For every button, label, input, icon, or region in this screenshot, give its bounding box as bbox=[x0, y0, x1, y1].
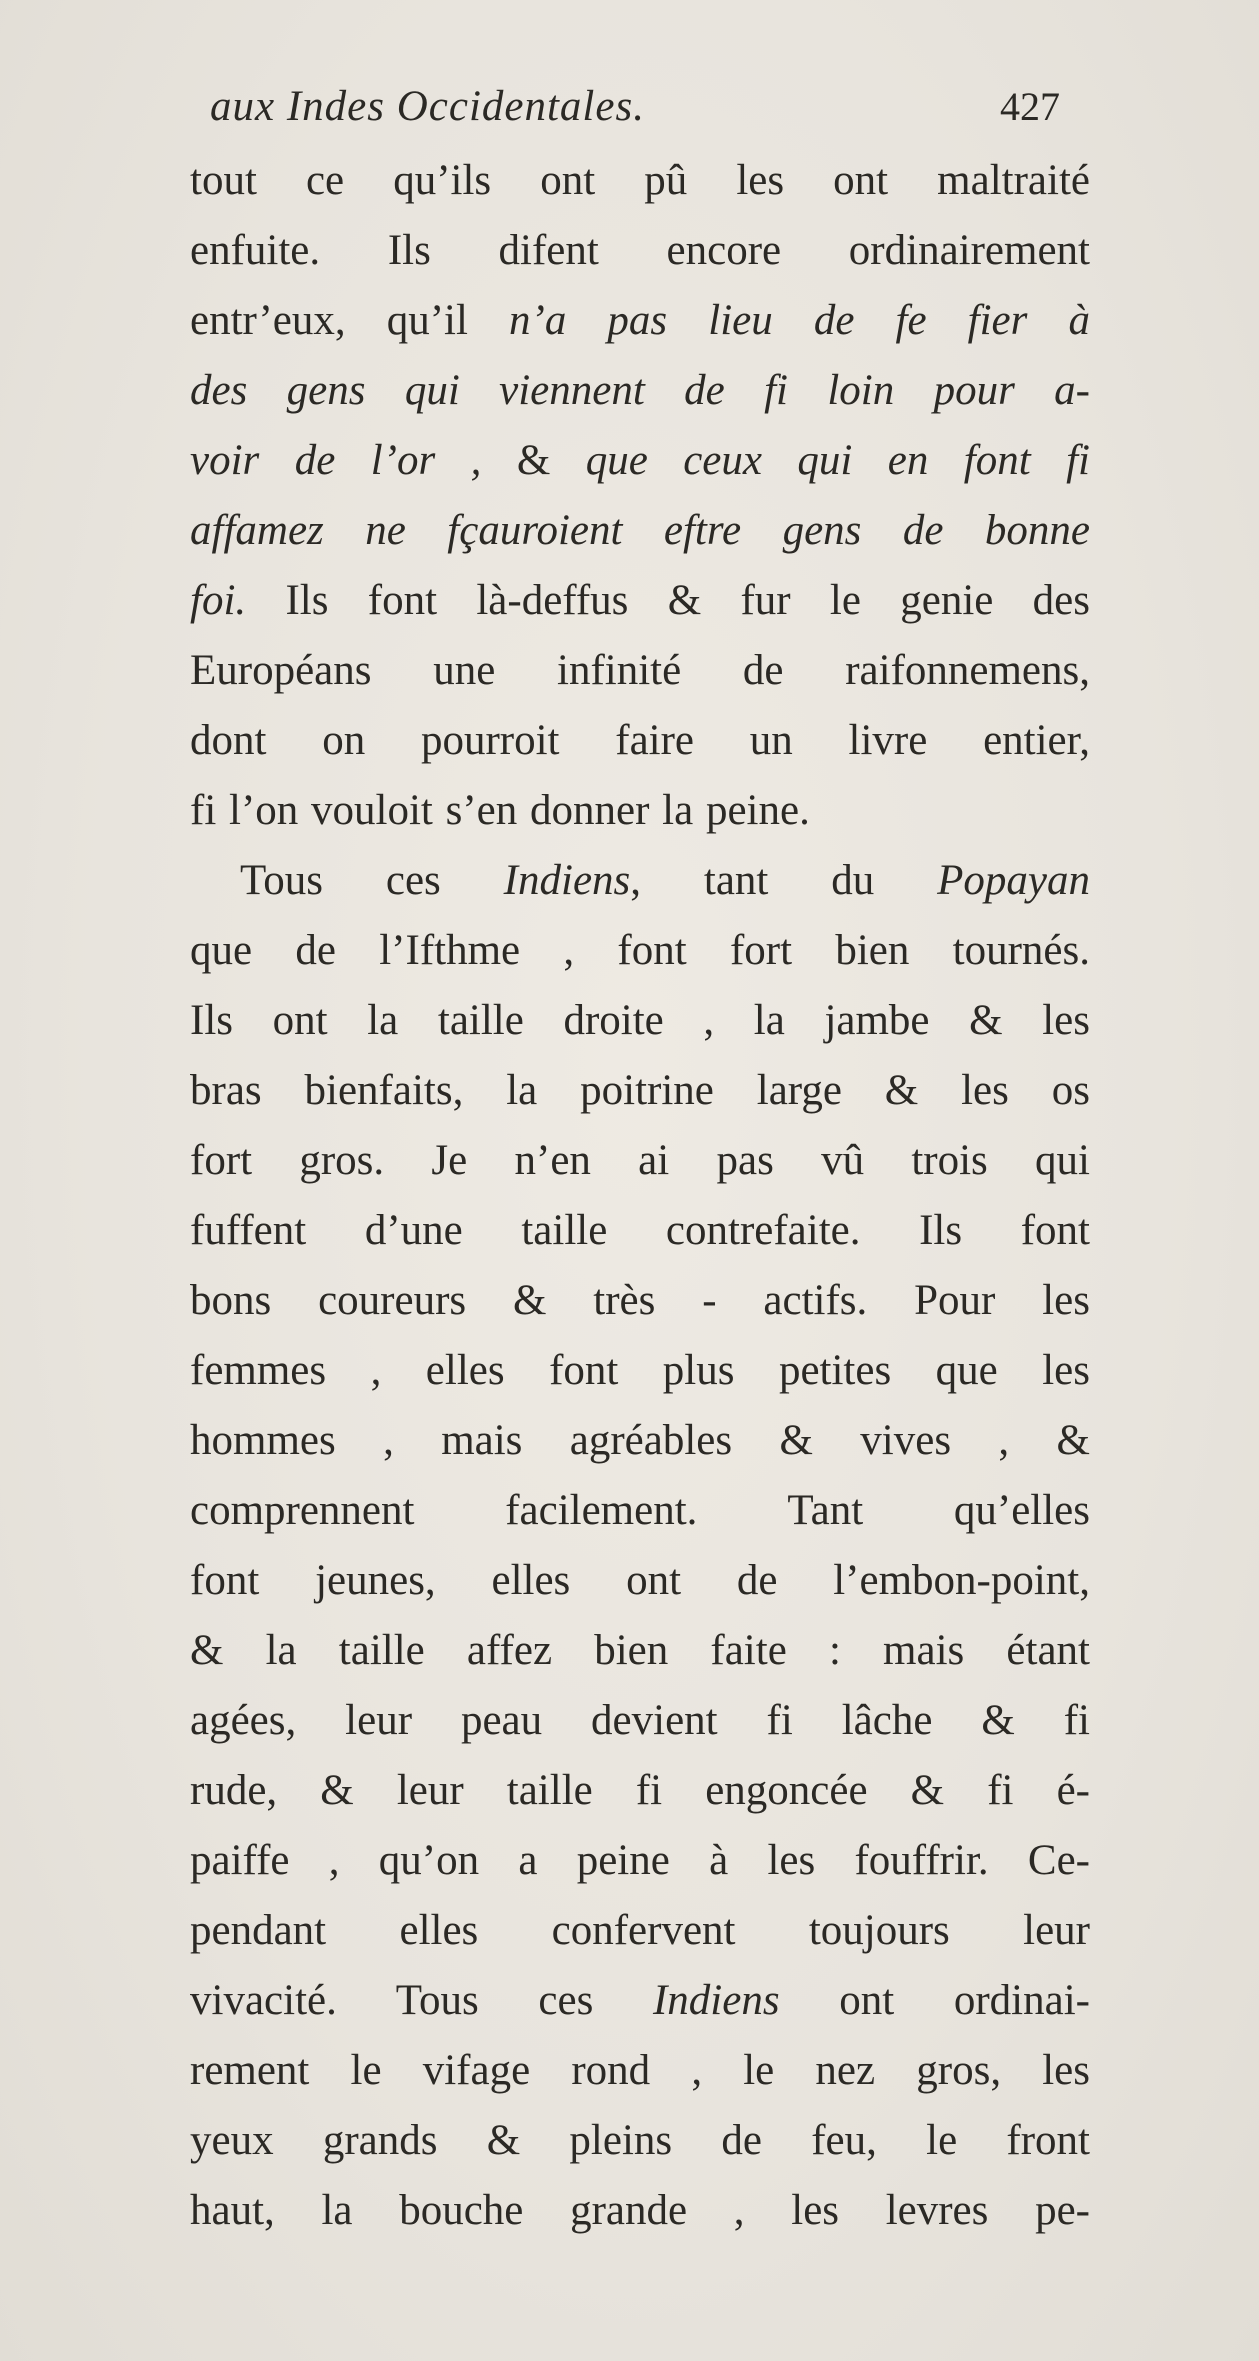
text-run: entr’eux, qu’il bbox=[190, 297, 510, 344]
page-number: 427 bbox=[1000, 84, 1060, 129]
text-run: fort gros. Je n’en ai pas vû trois qui bbox=[190, 1137, 1090, 1184]
text-line bbox=[190, 1406, 1090, 1476]
text-run: , tant du bbox=[630, 857, 938, 904]
text-line bbox=[190, 2106, 1090, 2176]
text-line bbox=[190, 776, 1090, 846]
italic-text: affamez ne fçauroient eftre gens de bonne bbox=[190, 507, 1090, 554]
text-run: & bbox=[516, 437, 586, 484]
text-line bbox=[190, 636, 1090, 706]
running-head bbox=[190, 68, 1090, 146]
text-line bbox=[190, 146, 1090, 216]
text-run: comprennent facilement. Tant qu’elles bbox=[190, 1487, 1090, 1534]
text-line bbox=[190, 356, 1090, 426]
italic-text: Indiens bbox=[652, 1977, 780, 2024]
text-run: Européans une infinité de raifonnemens, bbox=[190, 647, 1090, 694]
text-run: paiffe , qu’on a peine à les fouffrir. Ce- bbox=[190, 1837, 1090, 1884]
italic-text: voir de l’or , bbox=[190, 437, 517, 484]
text-line bbox=[190, 1896, 1090, 1966]
italic-text: que ceux qui en font fi bbox=[585, 437, 1090, 484]
text-line bbox=[190, 1546, 1090, 1616]
text-line bbox=[190, 286, 1090, 356]
text-run: fuffent d’une taille contrefaite. Ils font bbox=[190, 1207, 1090, 1254]
text-line bbox=[190, 1196, 1090, 1266]
text-line bbox=[190, 1476, 1090, 1546]
text-run: rement le vifage rond , le nez gros, les bbox=[190, 2047, 1090, 2094]
text-run: bons coureurs & très - actifs. Pour les bbox=[190, 1277, 1090, 1324]
text-line bbox=[190, 1126, 1090, 1196]
text-line bbox=[190, 1616, 1090, 1686]
text-run: bras bienfaits, la poitrine large & les os bbox=[190, 1067, 1090, 1114]
running-head-title: aux Indes Occidentales. bbox=[210, 83, 645, 130]
text-line bbox=[190, 846, 1090, 916]
text-run: vivacité. Tous ces bbox=[190, 1977, 653, 2024]
text-run: font jeunes, elles ont de l’embon-point, bbox=[190, 1557, 1090, 1604]
text-run: hommes , mais agréables & vives , & bbox=[190, 1417, 1090, 1464]
text-run: fi l’on vouloit s’en donner la peine. bbox=[190, 787, 810, 834]
text-line bbox=[190, 426, 1090, 496]
text-run: enfuite. Ils difent encore ordinairement bbox=[190, 227, 1090, 274]
text-line bbox=[190, 566, 1090, 636]
text-run: dont on pourroit faire un livre entier, bbox=[190, 717, 1090, 764]
text-run: yeux grands & pleins de feu, le front bbox=[190, 2117, 1090, 2164]
text-run: rude, & leur taille fi engoncée & fi é- bbox=[190, 1767, 1090, 1814]
text-line bbox=[190, 1686, 1090, 1756]
text-line bbox=[190, 216, 1090, 286]
italic-text: Indiens bbox=[503, 857, 631, 904]
text-run: Tous ces bbox=[240, 857, 504, 904]
text-line bbox=[190, 1336, 1090, 1406]
text-block bbox=[190, 68, 1090, 2246]
text-run: femmes , elles font plus petites que les bbox=[190, 1347, 1090, 1394]
text-line bbox=[190, 706, 1090, 776]
text-line bbox=[190, 1826, 1090, 1896]
text-run: que de l’Ifthme , font fort bien tournés. bbox=[190, 927, 1090, 974]
text-run: & la taille affez bien faite : mais étant bbox=[190, 1627, 1090, 1674]
text-line bbox=[190, 2176, 1090, 2246]
text-line bbox=[190, 496, 1090, 566]
body-text bbox=[190, 146, 1090, 2246]
italic-text: n’a pas lieu de fe fier à bbox=[509, 297, 1090, 344]
italic-text: des gens qui viennent de fi loin pour a- bbox=[190, 367, 1090, 414]
text-line bbox=[190, 2036, 1090, 2106]
text-line bbox=[190, 986, 1090, 1056]
text-run: Ils ont la taille droite , la jambe & les bbox=[190, 997, 1090, 1044]
text-run: pendant elles confervent toujours leur bbox=[190, 1907, 1090, 1954]
text-run: haut, la bouche grande , les levres pe- bbox=[190, 2187, 1090, 2234]
italic-text: foi. bbox=[190, 577, 247, 624]
text-line bbox=[190, 1266, 1090, 1336]
text-line bbox=[190, 1056, 1090, 1126]
text-run: ont ordinai- bbox=[779, 1977, 1090, 2024]
italic-text: Popayan bbox=[937, 857, 1090, 904]
text-run: agées, leur peau devient fi lâche & fi bbox=[190, 1697, 1090, 1744]
text-line bbox=[190, 1966, 1090, 2036]
text-run: Ils font là-deffus & fur le genie des bbox=[246, 577, 1090, 624]
text-line bbox=[190, 916, 1090, 986]
text-run: tout ce qu’ils ont pû les ont maltraité bbox=[190, 157, 1090, 204]
text-line bbox=[190, 1756, 1090, 1826]
